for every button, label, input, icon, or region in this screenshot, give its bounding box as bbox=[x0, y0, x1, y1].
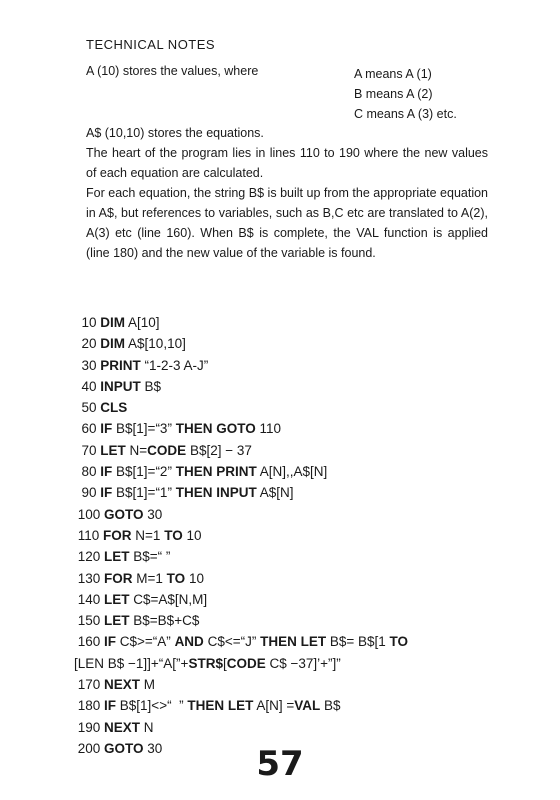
definition-c: C means A (3) etc. bbox=[354, 107, 457, 121]
code-keyword: THEN LET bbox=[260, 634, 327, 650]
code-text: 10 bbox=[182, 527, 202, 543]
code-text: “1-2-3 A-J” bbox=[140, 357, 209, 373]
code-text: N bbox=[140, 719, 154, 735]
code-keyword: IF bbox=[104, 634, 117, 650]
paragraph-heart: The heart of the program lies in lines 110 to 190 where the new values of each equation are calculated. bbox=[86, 146, 488, 180]
code-keyword: DIM bbox=[100, 336, 126, 352]
code-line bbox=[74, 610, 408, 631]
code-line bbox=[74, 376, 408, 397]
paragraph-explanation: For each equation, the string B$ is built up from the appropriate equation in A$, but references to variables, such as B,C etc are translated to A(2), A(3) etc (line 160). When B$ is complete, the VAL function is applied (line 180) and the new value of the variable is found. bbox=[86, 186, 488, 260]
code-text: 180 bbox=[74, 698, 105, 714]
code-text: A$[10,10] bbox=[125, 336, 186, 352]
code-text: [LEN B$ −1]]+“A[”+ bbox=[74, 655, 189, 671]
code-text: C$ −37]’+”]” bbox=[265, 655, 341, 671]
code-keyword: THEN PRINT bbox=[175, 464, 257, 480]
section-heading: TECHNICAL NOTES bbox=[86, 37, 216, 52]
code-text: A[N] = bbox=[253, 698, 295, 714]
code-text: B$=B$+C$ bbox=[129, 613, 200, 629]
code-keyword: IF bbox=[100, 464, 113, 480]
code-text: [ bbox=[222, 655, 227, 671]
code-text: B$[1]=“2” bbox=[112, 464, 176, 480]
code-text: B$[2] − 37 bbox=[186, 442, 252, 458]
code-text: M bbox=[140, 677, 156, 693]
code-text: B$=“ ” bbox=[129, 549, 171, 565]
paragraph-equations: A$ (10,10) stores the equations. bbox=[86, 126, 264, 140]
code-text: 50 bbox=[74, 400, 101, 416]
code-keyword: NEXT bbox=[104, 719, 141, 735]
code-text: 160 bbox=[74, 634, 105, 650]
code-text: 140 bbox=[74, 591, 105, 607]
code-line bbox=[74, 653, 408, 674]
code-text: 200 bbox=[74, 740, 105, 756]
code-keyword: GOTO bbox=[104, 506, 144, 522]
code-keyword: STR$ bbox=[188, 655, 223, 671]
code-text: B$= B$[1 bbox=[326, 634, 390, 650]
code-text: 70 bbox=[74, 442, 101, 458]
code-text: 80 bbox=[74, 464, 101, 480]
code-text: 20 bbox=[74, 336, 101, 352]
code-line bbox=[74, 397, 408, 418]
code-line bbox=[74, 440, 408, 461]
code-text: 10 bbox=[185, 570, 204, 586]
code-text: M=1 bbox=[132, 570, 167, 586]
code-keyword: THEN LET bbox=[187, 698, 254, 714]
code-text: 110 bbox=[74, 527, 104, 543]
code-keyword: VAL bbox=[294, 698, 321, 714]
code-keyword: CLS bbox=[100, 400, 128, 416]
code-keyword: LET bbox=[104, 549, 130, 565]
code-keyword: LET bbox=[104, 591, 130, 607]
code-keyword: INPUT bbox=[100, 378, 141, 394]
code-text: A[10] bbox=[125, 315, 160, 330]
program-listing bbox=[74, 312, 408, 759]
code-line bbox=[74, 589, 408, 610]
code-line bbox=[74, 695, 408, 716]
code-text: 40 bbox=[74, 378, 101, 394]
definition-b: B means A (2) bbox=[354, 87, 433, 101]
code-keyword: TO bbox=[164, 527, 183, 543]
code-keyword: TO bbox=[389, 634, 409, 650]
code-text: 130 bbox=[74, 570, 105, 586]
code-line bbox=[74, 482, 408, 503]
code-line bbox=[74, 568, 408, 589]
intro-line: A (10) stores the values, where bbox=[86, 64, 259, 78]
code-keyword: CODE bbox=[147, 442, 187, 458]
code-keyword: GOTO bbox=[104, 740, 144, 756]
code-line bbox=[74, 418, 408, 439]
code-line bbox=[74, 355, 408, 376]
code-keyword: IF bbox=[104, 698, 117, 714]
code-line bbox=[74, 631, 408, 652]
code-keyword: LET bbox=[104, 613, 130, 629]
code-text: C$<=“J” bbox=[203, 634, 261, 650]
code-text: 110 bbox=[255, 421, 281, 437]
code-text: 30 bbox=[143, 506, 163, 522]
code-keyword: LET bbox=[100, 442, 126, 458]
code-text: A[N],,A$[N] bbox=[256, 464, 328, 480]
page-number: 57 bbox=[256, 744, 304, 784]
code-text: 100 bbox=[74, 506, 105, 522]
code-line bbox=[74, 333, 408, 354]
variable-definitions bbox=[354, 64, 457, 124]
code-keyword: TO bbox=[166, 570, 186, 586]
code-keyword: AND bbox=[174, 634, 204, 650]
code-text: B$[1]<>“ ” bbox=[116, 698, 188, 714]
code-keyword: CODE bbox=[226, 655, 266, 671]
code-text: C$=A$[N,M] bbox=[129, 591, 208, 607]
code-line bbox=[74, 546, 408, 567]
code-keyword: PRINT bbox=[100, 357, 141, 373]
code-keyword: IF bbox=[100, 421, 113, 437]
code-text: N=1 bbox=[131, 527, 165, 543]
code-keyword: NEXT bbox=[104, 677, 141, 693]
code-text: A$[N] bbox=[256, 485, 294, 501]
code-line bbox=[74, 717, 408, 738]
code-text: 30 bbox=[74, 357, 101, 373]
definition-a: A means A (1) bbox=[354, 67, 432, 81]
code-text: B$[1]=“1” bbox=[112, 485, 176, 501]
code-text: 120 bbox=[74, 549, 105, 565]
code-keyword: THEN INPUT bbox=[175, 485, 257, 501]
code-text: B$[1]=“3” bbox=[112, 421, 176, 437]
code-line bbox=[74, 312, 408, 333]
code-text: C$>=“A” bbox=[116, 634, 175, 650]
code-text: 150 bbox=[74, 613, 105, 629]
code-text: 190 bbox=[74, 719, 105, 735]
code-line bbox=[74, 674, 408, 695]
code-keyword: FOR bbox=[103, 527, 132, 543]
code-text: 90 bbox=[74, 485, 101, 501]
code-text: N= bbox=[125, 442, 148, 458]
code-text: B$ bbox=[140, 378, 162, 394]
code-text: 30 bbox=[143, 740, 163, 756]
code-text: B$ bbox=[320, 698, 341, 714]
code-line bbox=[74, 461, 408, 482]
code-text: 10 bbox=[74, 315, 101, 330]
code-line bbox=[74, 525, 408, 546]
code-keyword: IF bbox=[100, 485, 113, 501]
code-keyword: DIM bbox=[100, 315, 126, 330]
code-text: 60 bbox=[74, 421, 101, 437]
code-text: 170 bbox=[74, 677, 105, 693]
code-line bbox=[74, 504, 408, 525]
code-keyword: THEN GOTO bbox=[175, 421, 256, 437]
code-keyword: FOR bbox=[104, 570, 133, 586]
